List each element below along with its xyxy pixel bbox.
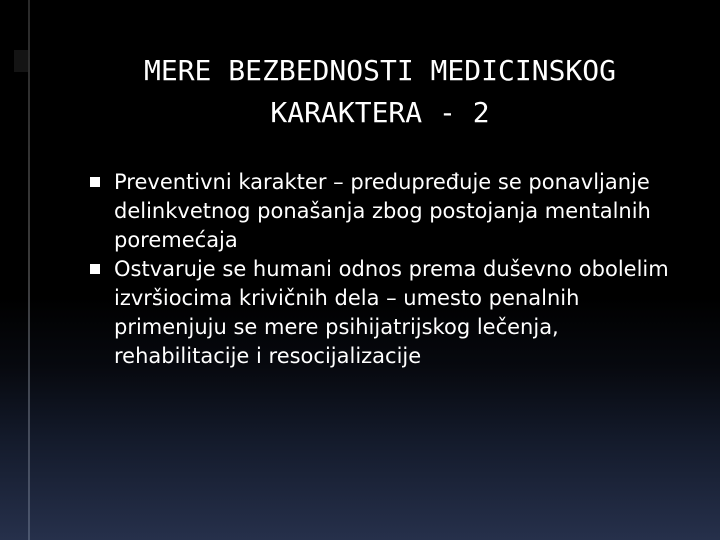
square-bullet-icon [90,177,100,187]
slide-title [60,50,700,134]
square-bullet-icon [90,264,100,274]
bullet-text: Preventivni karakter – predupređuje se ponavljanje delinkvetnog ponašanja zbog postojanja mentalnih poremećaja [114,170,651,252]
decorative-squares [14,50,28,72]
bullet-list [90,168,690,371]
bullet-item [90,168,690,255]
decorative-square [14,50,28,72]
bullet-text: Ostvaruje se humani odnos prema duševno obolelim izvršiocima krivičnih dela – umesto penalnih primenjuju se mere psihijatrijskog lečenja, rehabilitacije i resocijalizacije [114,257,669,368]
left-divider-line [28,0,30,540]
bullet-item [90,255,690,371]
title-line-1: MERE BEZBEDNOSTI MEDICINSKOG [143,54,616,87]
title-line-2: KARAKTERA - 2 [270,96,490,129]
